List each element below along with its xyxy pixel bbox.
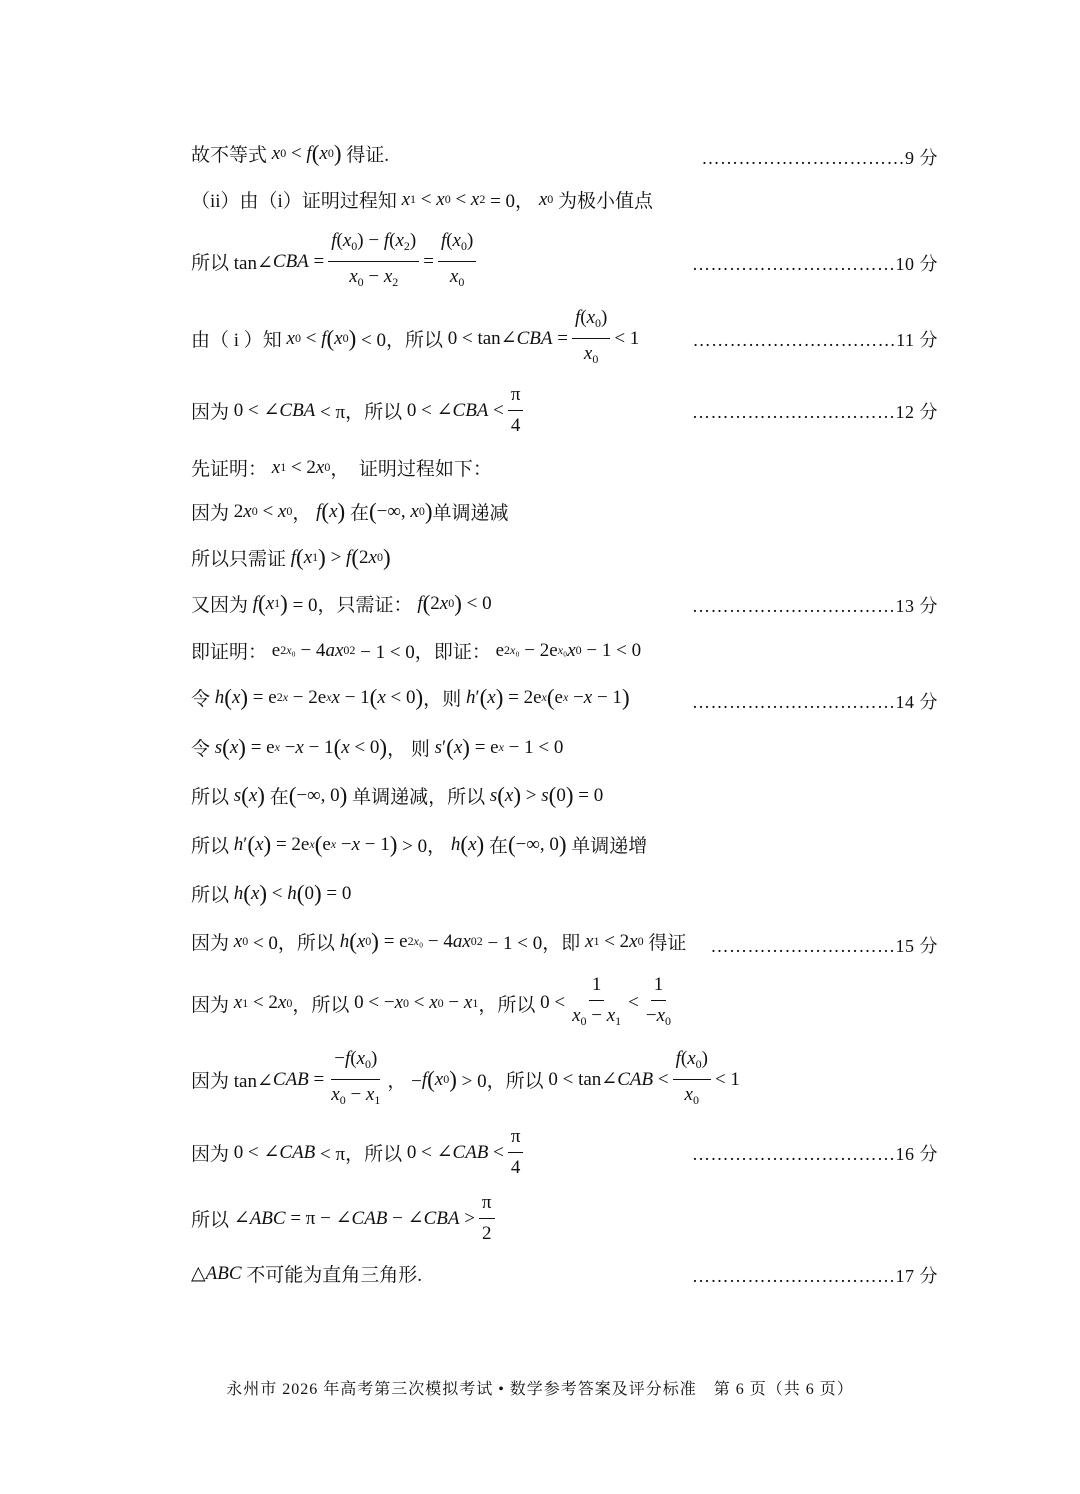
proof-line-9: 又因为 f ( x 1 ) = 0， 只需证： f ( 2 x 0 ) < 0 (191, 590, 492, 616)
proof-line-13: 所以 s ( x ) 在 ( −∞, 0 ) 单调递减，所以 s ( x ) > s ( 0 ) = 0 (191, 782, 604, 808)
proof-line-16: 因为 x 0 < 0， 所以 h ( x 0 ) = e 2x₀ − 4 ax 0 2 − 1 < 0， 即 x 1 < 2 x 0 得证 (191, 928, 687, 954)
proof-line-3: 所以 tan∠ CBA = $\frac{f(x_0) - f(x_2)}{x_0 - x_2}$ = $\frac{f(x_0)}{x_0}$ (191, 228, 480, 295)
proof-line-12: 令 s ( x ) = e x − x − 1 ( x < 0 ) ， 则 s ′ ( x ) = e x − 1 < 0 (191, 734, 564, 760)
score-12: ……………………………12 分 (692, 402, 938, 422)
proof-line-6: 先证明： x 1 < 2 x 0 ， 证明过程如下： (191, 456, 492, 480)
page-footer: 永州市 2026 年高考第三次模拟考试 • 数学参考答案及评分标准 第 6 页（共 6 页） (226, 1381, 854, 1398)
score-17: ……………………………17 分 (692, 1266, 938, 1286)
proof-line-17: 因为 x 1 < 2 x 0 ， 所以 0 < − x 0 < x 0 − x 1 ， 所以 0 < $\frac{1}{x_0 - x_1}$ < $\frac{1}{-x_0}$ (191, 974, 672, 1028)
proof-line-5: 因为 0 < ∠ CBA < π， 所以 0 < ∠ CBA < $\frac{\pi}{4}$ (191, 382, 527, 439)
proof-line-20: 所以 ∠ ABC = π − ∠ CAB − ∠ CBA > $\frac{\pi}{2}$ (191, 1190, 499, 1247)
proof-line-10: 即证明： e 2x₀ − 4 ax 0 2 − 1 < 0， 即证： e 2x₀ − 2e x₀ x 0 − 1 < 0 (191, 639, 642, 663)
proof-line-21: △ ABC 不可能为直角三角形. (191, 1262, 423, 1286)
proof-line-11: 令 h ( x ) = e 2x − 2e x x − 1 ( x < 0 ) ， 则 h ′ ( x ) = 2e x ( e x − x − 1 ) (191, 684, 630, 710)
proof-line-1: 故不等式 x 0 < f ( x 0 ) 得证. (191, 140, 389, 166)
score-9: ……………………………9 分 (701, 148, 938, 168)
score-13: ……………………………13 分 (692, 596, 938, 616)
proof-line-15: 所以 h ( x ) < h ( 0 ) = 0 (191, 880, 352, 906)
proof-line-7: 因为 2 x 0 < x 0 ， f ( x ) 在 ( −∞, x 0 ) 单调递减 (191, 498, 509, 524)
proof-line-19: 因为 0 < ∠ CAB < π， 所以 0 < ∠ CAB < $\frac{\pi}{4}$ (191, 1124, 527, 1181)
score-14: ……………………………14 分 (692, 692, 938, 712)
proof-line-14: 所以 h ′ ( x ) = 2e x ( e x − x − 1 ) > 0， h ( x ) 在 ( −∞, 0 ) 单调递增 (191, 831, 648, 857)
score-10: ……………………………10 分 (692, 254, 938, 274)
proof-line-18: 因为 tan∠ CAB = $\frac{-f(x_0)}{x_0 - x_1}$ ， − f ( x 0 ) > 0， 所以 0 < tan∠ CAB < $\frac{f(x_0)}{x_0}$ < 1 (191, 1048, 740, 1107)
proof-line-4: 由（ i ）知 x 0 < f ( x 0 ) < 0， 所以 0 < tan∠ CBA = $\frac{f(x_0)}{x_0}$ < 1 (191, 307, 640, 366)
proof-line-2: （ii）由（i）证明过程知 x 1 < x 0 < x 2 = 0， x 0 为极小值点 (191, 188, 654, 212)
score-16: ……………………………16 分 (692, 1144, 938, 1164)
proof-line-8: 所以只需证 f ( x 1 ) > f ( 2 x 0 ) (191, 544, 391, 570)
score-15: …………………………15 分 (710, 936, 938, 956)
score-11: ……………………………11 分 (692, 330, 938, 350)
